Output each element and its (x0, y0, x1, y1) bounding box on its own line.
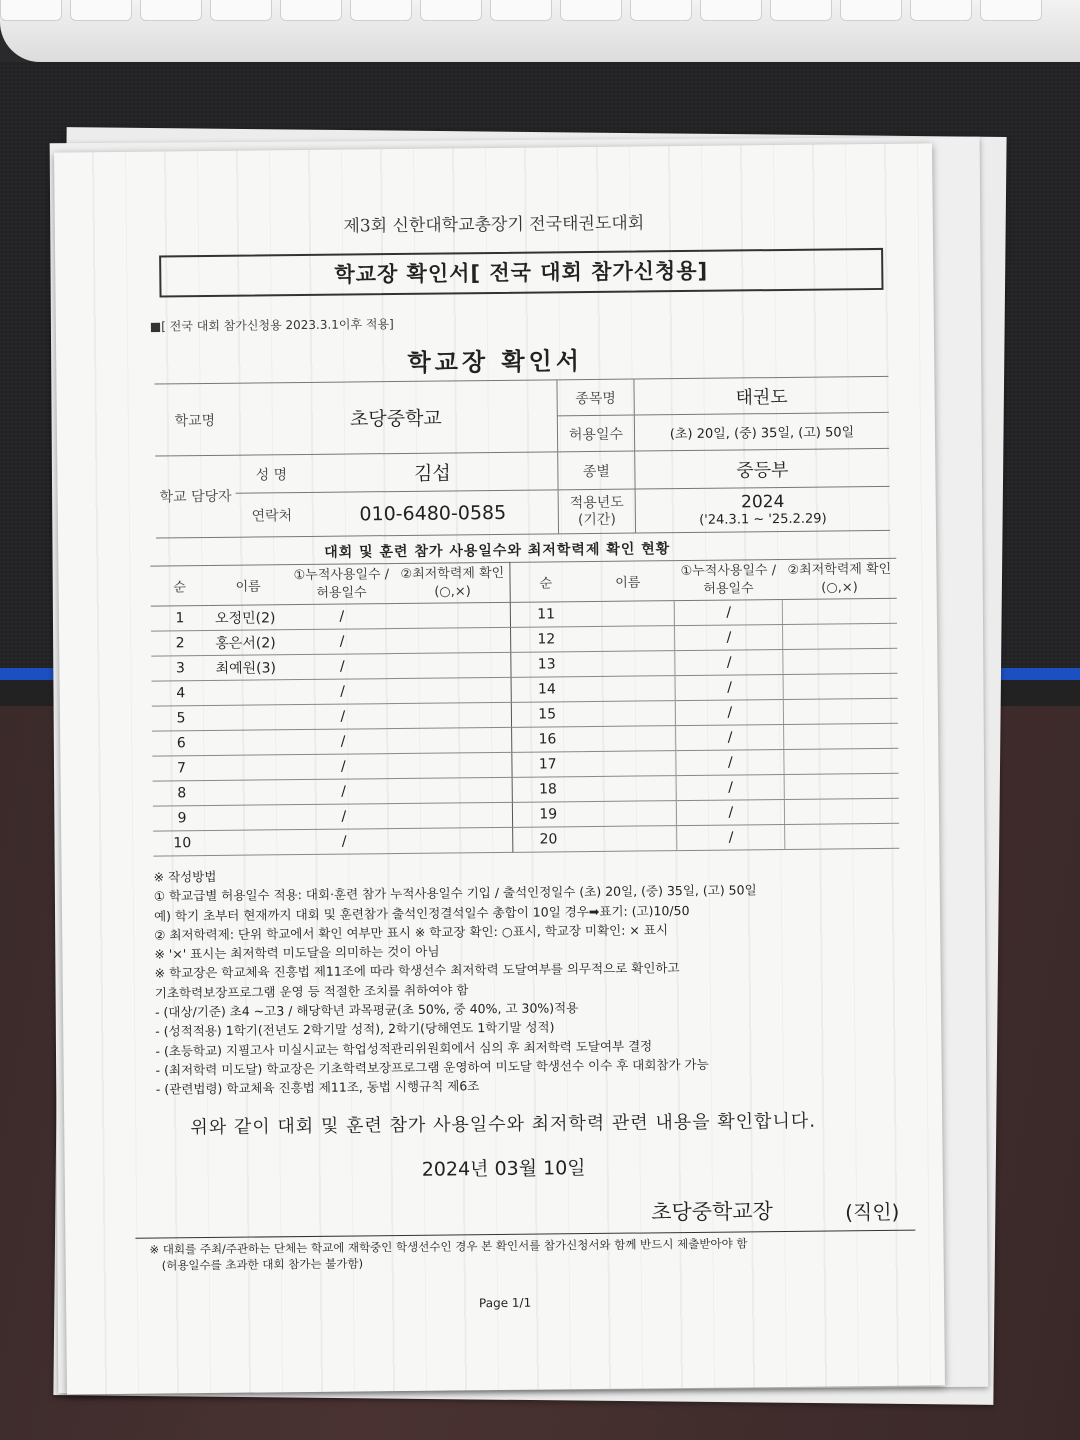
footnote-line: (허용일수를 초과한 대회 참가는 불가함) (161, 1256, 364, 1273)
row-name (583, 801, 677, 827)
keyboard-key (0, 0, 62, 21)
footnote-line: ※ 대회를 주최/주관하는 단체는 학교에 재학중인 학생선수인 경우 본 확인서를 참가신청서와 함께 반드시 제출받아야 함 (149, 1236, 748, 1257)
header-name: 이름 (581, 561, 675, 602)
row-name (584, 826, 678, 852)
contact-value: 010-6480-0585 (308, 490, 559, 537)
row-number: 2 (151, 630, 209, 656)
row-days: / (290, 829, 398, 855)
name-value: 김섭 (307, 452, 558, 493)
row-days: / (677, 824, 785, 850)
row-number: 8 (153, 780, 211, 806)
keyboard-key (630, 0, 692, 21)
method-line: - (대상/기준) 초4 ~고3 / 해당학년 과목평균(초 50%, 중 40%, 고 30%)적용 (154, 1000, 579, 1020)
row-check (398, 802, 513, 828)
row-number: 17 (512, 752, 583, 778)
row-number: 16 (512, 727, 583, 753)
issue-date: 2024년 03월 10일 (421, 1157, 586, 1181)
row-days: / (288, 604, 396, 630)
method-line: 예) 학기 초부터 현재까지 대회 및 훈련참가 출석인정결석일수 총합이 10일 경우➡표기: (고)10/50 (153, 902, 690, 924)
row-name: 최예원(3) (209, 655, 288, 681)
row-name (582, 626, 676, 652)
keyboard-key (840, 0, 902, 21)
event-title: 제3회 신한대학교총장기 전국태권도대회 (343, 213, 645, 237)
confirmation-text: 위와 같이 대회 및 훈련 참가 사용일수와 최저학력 관련 내용을 확인합니다. (190, 1110, 817, 1139)
header-days: ①누적사용일수 /허용일수 (287, 564, 395, 605)
row-days: / (677, 799, 785, 825)
row-number: 15 (511, 702, 582, 728)
method-line: ② 최저학력제: 단위 학교에서 확인 여부만 표시 ※ 학교장 확인: ○표시, 학교장 미확인: × 표시 (154, 922, 669, 943)
row-number: 4 (152, 680, 210, 706)
row-check (784, 723, 898, 749)
row-days: / (289, 729, 397, 755)
row-number: 7 (152, 755, 210, 781)
row-number: 9 (153, 805, 211, 831)
row-check (398, 827, 513, 853)
row-check (396, 627, 511, 653)
row-number: 18 (512, 777, 583, 803)
row-name (210, 755, 289, 781)
notice-text: ■[ 전국 대회 참가신청용 2023.3.1이후 적용] (149, 317, 394, 334)
keyboard-key (490, 0, 552, 21)
method-line: 기초학력보장프로그램 운영 등 적절한 조치를 취하여야 함 (154, 982, 469, 1001)
row-name (211, 830, 290, 856)
method-line: - (초등학교) 지필고사 미실시교는 학업성적관리위원회에서 심의 후 최저학력 도달여부 결정 (155, 1038, 653, 1059)
row-days: / (290, 804, 398, 830)
row-days: / (676, 724, 784, 750)
row-name (210, 730, 289, 756)
row-name (210, 680, 289, 706)
row-number: 1 (151, 606, 209, 632)
keyboard-key (280, 0, 342, 21)
row-days: / (676, 774, 784, 800)
contact-label: 연락처 (236, 492, 308, 537)
row-days: / (675, 624, 783, 650)
school-label: 학교명 (154, 383, 235, 456)
row-name (210, 705, 289, 731)
keyboard-key (140, 0, 202, 21)
keyboard-key (910, 0, 972, 21)
row-days: / (675, 599, 783, 625)
row-days: / (676, 749, 784, 775)
method-line: ① 학교급별 허용일수 적용: 대회·훈련 참가 누적사용일수 기입 / 출석인정일수 (초) 20일, (중) 35일, (고) 50일 (153, 882, 757, 904)
principal-name: 초당중학교장 (651, 1199, 773, 1225)
row-number: 14 (511, 677, 582, 703)
official-seal: (직인) (845, 1199, 900, 1225)
row-number: 20 (513, 827, 584, 853)
row-name: 오정민(2) (209, 605, 288, 631)
row-check (397, 702, 512, 728)
allowed-value: (초) 20일, (중) 35일, (고) 50일 (634, 412, 889, 451)
year-cell (635, 486, 890, 533)
row-number: 12 (510, 627, 581, 653)
row-days: / (288, 654, 396, 680)
keyboard-key (420, 0, 482, 21)
row-days: / (290, 779, 398, 805)
keyboard-key (700, 0, 762, 21)
row-days: / (288, 679, 396, 705)
document-page (54, 143, 945, 1394)
participation-table (150, 558, 899, 857)
division-label: 종별 (558, 451, 635, 490)
row-check (783, 648, 897, 674)
header-no: 순 (510, 562, 581, 603)
row-name (583, 776, 677, 802)
row-check (784, 698, 898, 724)
main-title: 학교장 확인서[ 전국 대회 참가신청용] (159, 248, 883, 298)
row-name (583, 751, 677, 777)
row-check (785, 823, 899, 849)
writing-method (154, 860, 916, 1100)
keyboard-key (560, 0, 622, 21)
row-number: 3 (151, 655, 209, 681)
info-table (154, 376, 890, 539)
row-name (582, 651, 676, 677)
allowed-label: 허용일수 (557, 415, 634, 452)
participation-table-body (151, 598, 900, 856)
header-days: ①누적사용일수 /허용일수 (674, 559, 782, 600)
section-title: 대회 및 훈련 참가 사용일수와 최저학력제 확인 현황 (324, 541, 671, 561)
row-check (784, 773, 898, 799)
row-check (783, 623, 897, 649)
footnote (149, 1233, 939, 1273)
method-line: - (최저학력 미도달) 학교장은 기초학력보장프로그램 운영하여 미도달 학생선수 이수 후 대회참가 가능 (155, 1056, 709, 1078)
row-number: 19 (512, 802, 583, 828)
row-check (396, 677, 511, 703)
keyboard-key (980, 0, 1042, 21)
row-number: 13 (511, 652, 582, 678)
keyboard-key (70, 0, 132, 21)
row-check (397, 727, 512, 753)
row-name (211, 780, 290, 806)
event-label: 종목명 (557, 379, 634, 416)
method-line: ※ '×' 표시는 최저학력 미도달을 의미하는 것이 아님 (154, 943, 440, 962)
row-days: / (289, 704, 397, 730)
row-name (581, 601, 675, 627)
row-name (211, 805, 290, 831)
method-line: - (성적적용) 1학기(전년도 2학기말 성적), 2학기(당해연도 1학기말 성적) (155, 1019, 555, 1039)
document-title: 학교장 확인서 (407, 347, 584, 377)
method-line: - (관련법령) 학교체육 진흥법 제11조, 동법 시행규칙 제6조 (155, 1078, 480, 1097)
school-value: 초당중학교 (234, 380, 557, 455)
page-number: Page 1/1 (478, 1295, 532, 1311)
row-check (784, 748, 898, 774)
row-number: 11 (510, 602, 581, 628)
row-number: 5 (152, 705, 210, 731)
row-check (396, 652, 511, 678)
name-label: 성 명 (235, 454, 307, 493)
row-check (783, 673, 897, 699)
row-check (396, 602, 511, 628)
division-value: 중등부 (635, 448, 890, 489)
row-check (783, 598, 897, 624)
manager-label: 학교 담당자 (155, 455, 236, 538)
row-days: / (289, 754, 397, 780)
method-line: ※ 학교장은 학교체육 진흥법 제11조에 따라 학생선수 최저학력 도달여부를 의무적으로 확인하고 (154, 960, 680, 982)
event-value: 태권도 (634, 376, 889, 415)
year-label: 적용년도 (기간) (558, 489, 635, 534)
row-check (397, 752, 512, 778)
keyboard-key (350, 0, 412, 21)
row-days: / (676, 699, 784, 725)
row-number: 6 (152, 730, 210, 756)
row-days: / (288, 629, 396, 655)
keyboard-key (770, 0, 832, 21)
year-period: ('24.3.1 ~ '25.2.29) (699, 511, 827, 528)
year-value: 2024 (740, 491, 785, 513)
row-check (397, 777, 512, 803)
row-days: / (675, 674, 783, 700)
row-number: 10 (153, 830, 211, 856)
row-name (582, 676, 676, 702)
keyboard-key (210, 0, 272, 21)
row-name (583, 726, 677, 752)
method-line: ※ 작성방법 (153, 868, 217, 885)
row-name (582, 701, 676, 727)
row-check (785, 798, 899, 824)
row-name: 홍은서(2) (209, 630, 288, 656)
row-days: / (675, 649, 783, 675)
header-check: ②최저학력제 확인(○,×) (395, 562, 510, 603)
header-name: 이름 (208, 565, 287, 606)
header-check: ②최저학력제 확인(○,×) (782, 558, 897, 599)
header-no: 순 (150, 566, 209, 607)
keyboard (0, 0, 1080, 62)
